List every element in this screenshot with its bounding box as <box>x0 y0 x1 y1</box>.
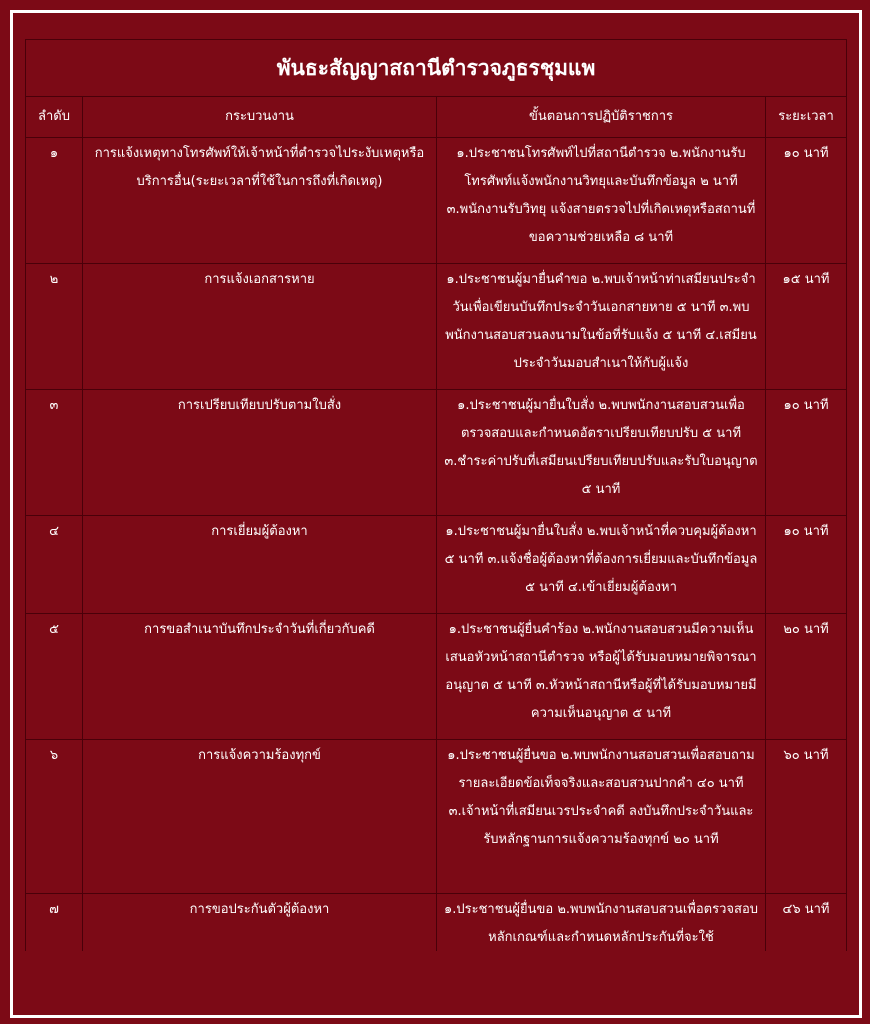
row-number: ๑ <box>26 138 83 264</box>
table-title: พันธะสัญญาสถานีตำรวจภูธรชุมแพ <box>26 40 847 97</box>
row-duration: ๖๐ นาที <box>766 740 847 894</box>
row-number: ๒ <box>26 264 83 390</box>
table-row <box>26 614 847 740</box>
row-steps: ๑.ประชาชนผู้มายื่นคำขอ ๒.พบเจ้าหน้าท่าเสมียนประจำวันเพื่อเขียนบันทึกประจำวันเอกสายหาย ๕ นาที ๓.พบพนักงานสอบสวนลงนามในข้อที่รับแจ้ง ๕ นาที ๔.เสมียนประจำวันมอบสำเนาให้กับผู้แจ้ง <box>437 264 766 390</box>
row-number: ๖ <box>26 740 83 894</box>
row-duration: ๑๐ นาที <box>766 390 847 516</box>
row-duration: ๔๖ นาที <box>766 894 847 952</box>
row-number: ๕ <box>26 614 83 740</box>
row-process: การแจ้งความร้องทุกข์ <box>83 740 437 894</box>
table-row <box>26 264 847 390</box>
header-duration: ระยะเวลา <box>766 97 847 138</box>
header-order: ลำดับ <box>26 97 83 138</box>
row-steps: ๑.ประชาชนผู้มายื่นใบสั่ง ๒.พบเจ้าหน้าที่ควบคุมผู้ต้องหา ๕ นาที ๓.แจ้งชื่อผู้ต้องหาที่ต้องการเยี่ยมและบันทึกข้อมูล ๕ นาที ๔.เข้าเยี่ยมผู้ต้องหา <box>437 516 766 614</box>
row-number: ๔ <box>26 516 83 614</box>
row-process: การขอประกันตัวผู้ต้องหา <box>83 894 437 952</box>
header-row <box>26 97 847 138</box>
row-duration: ๒๐ นาที <box>766 614 847 740</box>
commitment-table <box>25 39 847 951</box>
row-process: การแจ้งเอกสารหาย <box>83 264 437 390</box>
page-frame <box>10 10 862 1018</box>
table-row <box>26 516 847 614</box>
row-process: การขอสำเนาบันทึกประจำวันที่เกี่ยวกับคดี <box>83 614 437 740</box>
table-row <box>26 138 847 264</box>
commitment-table-container <box>25 39 847 951</box>
table-row <box>26 740 847 894</box>
row-steps: ๑.ประชาชนโทรศัพท์ไปที่สถานีตำรวจ ๒.พนักงานรับโทรศัพท์แจ้งพนักงานวิทยุและบันทึกข้อมูล ๒ นาที ๓.พนักงานรับวิทยุ แจ้งสายตรวจไปที่เกิดเหตุหรือสถานที่ขอความช่วยเหลือ ๘ นาที <box>437 138 766 264</box>
row-duration: ๑๐ นาที <box>766 138 847 264</box>
row-process: การเปรียบเทียบปรับตามใบสั่ง <box>83 390 437 516</box>
table-row <box>26 894 847 952</box>
row-steps: ๑.ประชาชนผู้ยื่นขอ ๒.พบพนักงานสอบสวนเพื่อสอบถามรายละเอียดข้อเท็จจริงและสอบสวนปากคำ ๔๐ นาที ๓.เจ้าหน้าที่เสมียนเวรประจำคดี ลงบันทึกประจำวันและรับหลักฐานการแจ้งความร้องทุกข์ ๒๐ นาที <box>437 740 766 894</box>
table-row <box>26 390 847 516</box>
row-number: ๗ <box>26 894 83 952</box>
row-process: การเยี่ยมผู้ต้องหา <box>83 516 437 614</box>
row-process: การแจ้งเหตุทางโทรศัพท์ให้เจ้าหน้าที่ตำรวจไประงับเหตุหรือบริการอื่น(ระยะเวลาที่ใช้ในการถึงที่เกิดเหตุ) <box>83 138 437 264</box>
header-steps: ขั้นตอนการปฏิบัติราชการ <box>437 97 766 138</box>
row-steps: ๑.ประชาชนผู้ยื่นขอ ๒.พบพนักงานสอบสวนเพื่อตรวจสอบหลักเกณฑ์และกำหนดหลักประกันที่จะใช้ <box>437 894 766 952</box>
row-steps: ๑.ประชาชนผู้มายื่นใบสั่ง ๒.พบพนักงานสอบสวนเพื่อตรวจสอบและกำหนดอัตราเปรียบเทียบปรับ ๕ นาที ๓.ชำระค่าปรับที่เสมียนเปรียบเทียบปรับและรับใบอนุญาต ๕ นาที <box>437 390 766 516</box>
row-duration: ๑๕ นาที <box>766 264 847 390</box>
row-steps: ๑.ประชาชนผู้ยื่นคำร้อง ๒.พนักงานสอบสวนมีความเห็นเสนอหัวหน้าสถานีตำรวจ หรือผู้ได้รับมอบหมายพิจารณาอนุญาต ๕ นาที ๓.หัวหน้าสถานีหรือผู้ที่ได้รับมอบหมายมีความเห็นอนุญาต ๕ นาที <box>437 614 766 740</box>
header-process: กระบวนงาน <box>83 97 437 138</box>
row-number: ๓ <box>26 390 83 516</box>
row-duration: ๑๐ นาที <box>766 516 847 614</box>
